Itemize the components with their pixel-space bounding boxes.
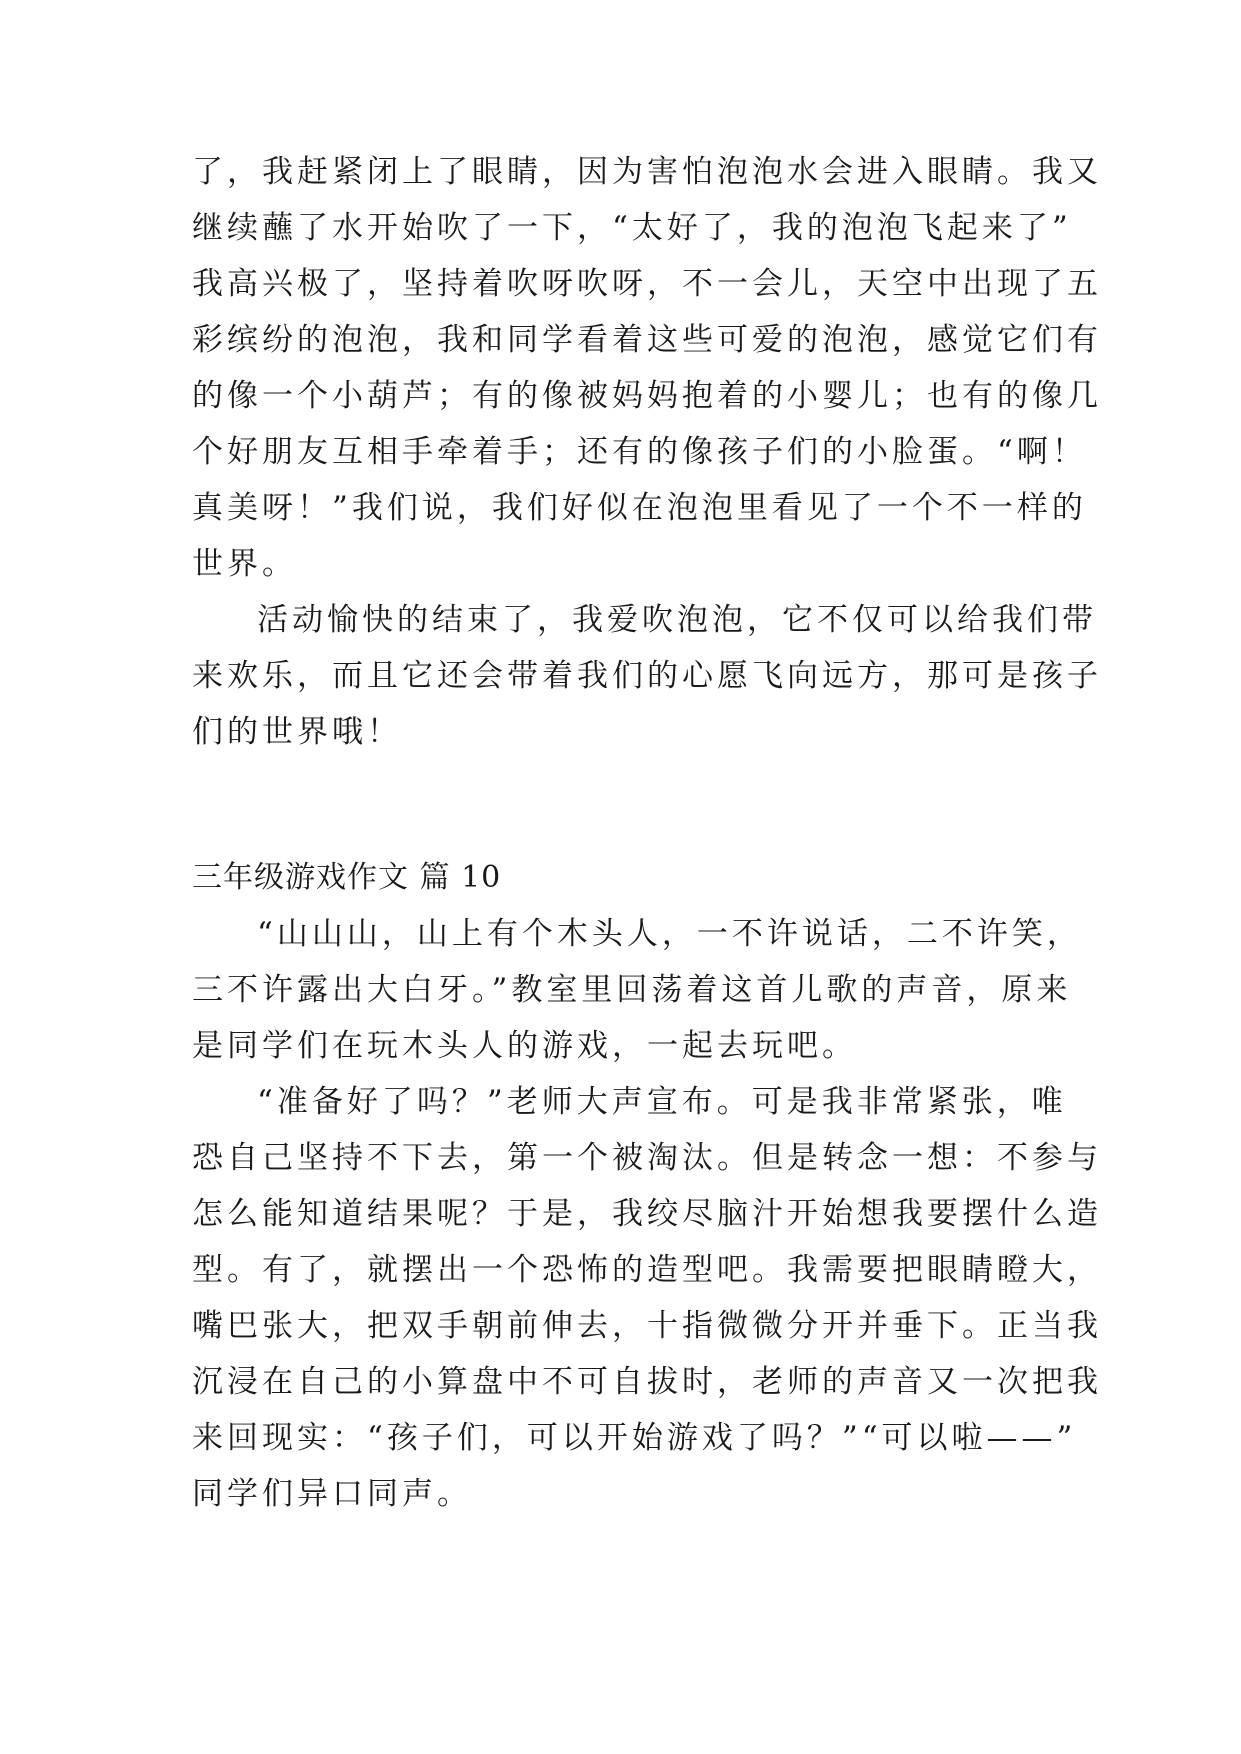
text-line: 三不许露出大白牙。”教室里回荡着这首儿歌的声音，原来: [192, 972, 1072, 1008]
text-line: 沉浸在自己的小算盘中不可自拔时，老师的声音又一次把我: [192, 1364, 1102, 1400]
paragraph-start-line: 活动愉快的结束了，我爱吹泡泡，它不仅可以给我们带: [257, 602, 1097, 638]
paragraph-start-line: “山山山，山上有个木头人，一不许说话，二不许笑，: [257, 916, 1082, 952]
text-line: 来欢乐，而且它还会带着我们的心愿飞向远方，那可是孩子: [192, 658, 1102, 694]
text-line: 同学们异口同声。: [192, 1476, 472, 1512]
text-line: 个好朋友互相手牵着手；还有的像孩子们的小脸蛋。“啊！: [192, 434, 1087, 470]
section-heading: 三年级游戏作文 篇 10: [192, 860, 502, 895]
text-line: 我高兴极了，坚持着吹呀吹呀，不一会儿，天空中出现了五: [192, 266, 1102, 302]
text-line: 怎么能知道结果呢？于是，我绞尽脑汁开始想我要摆什么造: [192, 1196, 1102, 1232]
text-line: 彩缤纷的泡泡，我和同学看着这些可爱的泡泡，感觉它们有: [192, 322, 1102, 358]
text-line: 嘴巴张大，把双手朝前伸去，十指微微分开并垂下。正当我: [192, 1308, 1102, 1344]
text-line: 恐自己坚持不下去，第一个被淘汰。但是转念一想：不参与: [192, 1140, 1102, 1176]
text-line: 了，我赶紧闭上了眼睛，因为害怕泡泡水会进入眼睛。我又: [192, 154, 1102, 190]
text-line: 型。有了，就摆出一个恐怖的造型吧。我需要把眼睛瞪大，: [192, 1252, 1102, 1288]
text-line: 的像一个小葫芦；有的像被妈妈抱着的小婴儿；也有的像几: [192, 378, 1102, 414]
text-line: 来回现实：“孩子们，可以开始游戏了吗？”“可以啦——”: [192, 1420, 1077, 1456]
paragraph-start-line: “准备好了吗？”老师大声宣布。可是我非常紧张，唯: [257, 1084, 1067, 1120]
text-line: 是同学们在玩木头人的游戏，一起去玩吧。: [192, 1028, 857, 1064]
text-line: 世界。: [192, 546, 297, 582]
text-line: 真美呀！”我们说，我们好似在泡泡里看见了一个不一样的: [192, 490, 1087, 526]
text-line: 继续蘸了水开始吹了一下，“太好了，我的泡泡飞起来了”: [192, 210, 1072, 246]
text-line: 们的世界哦！: [192, 714, 402, 750]
